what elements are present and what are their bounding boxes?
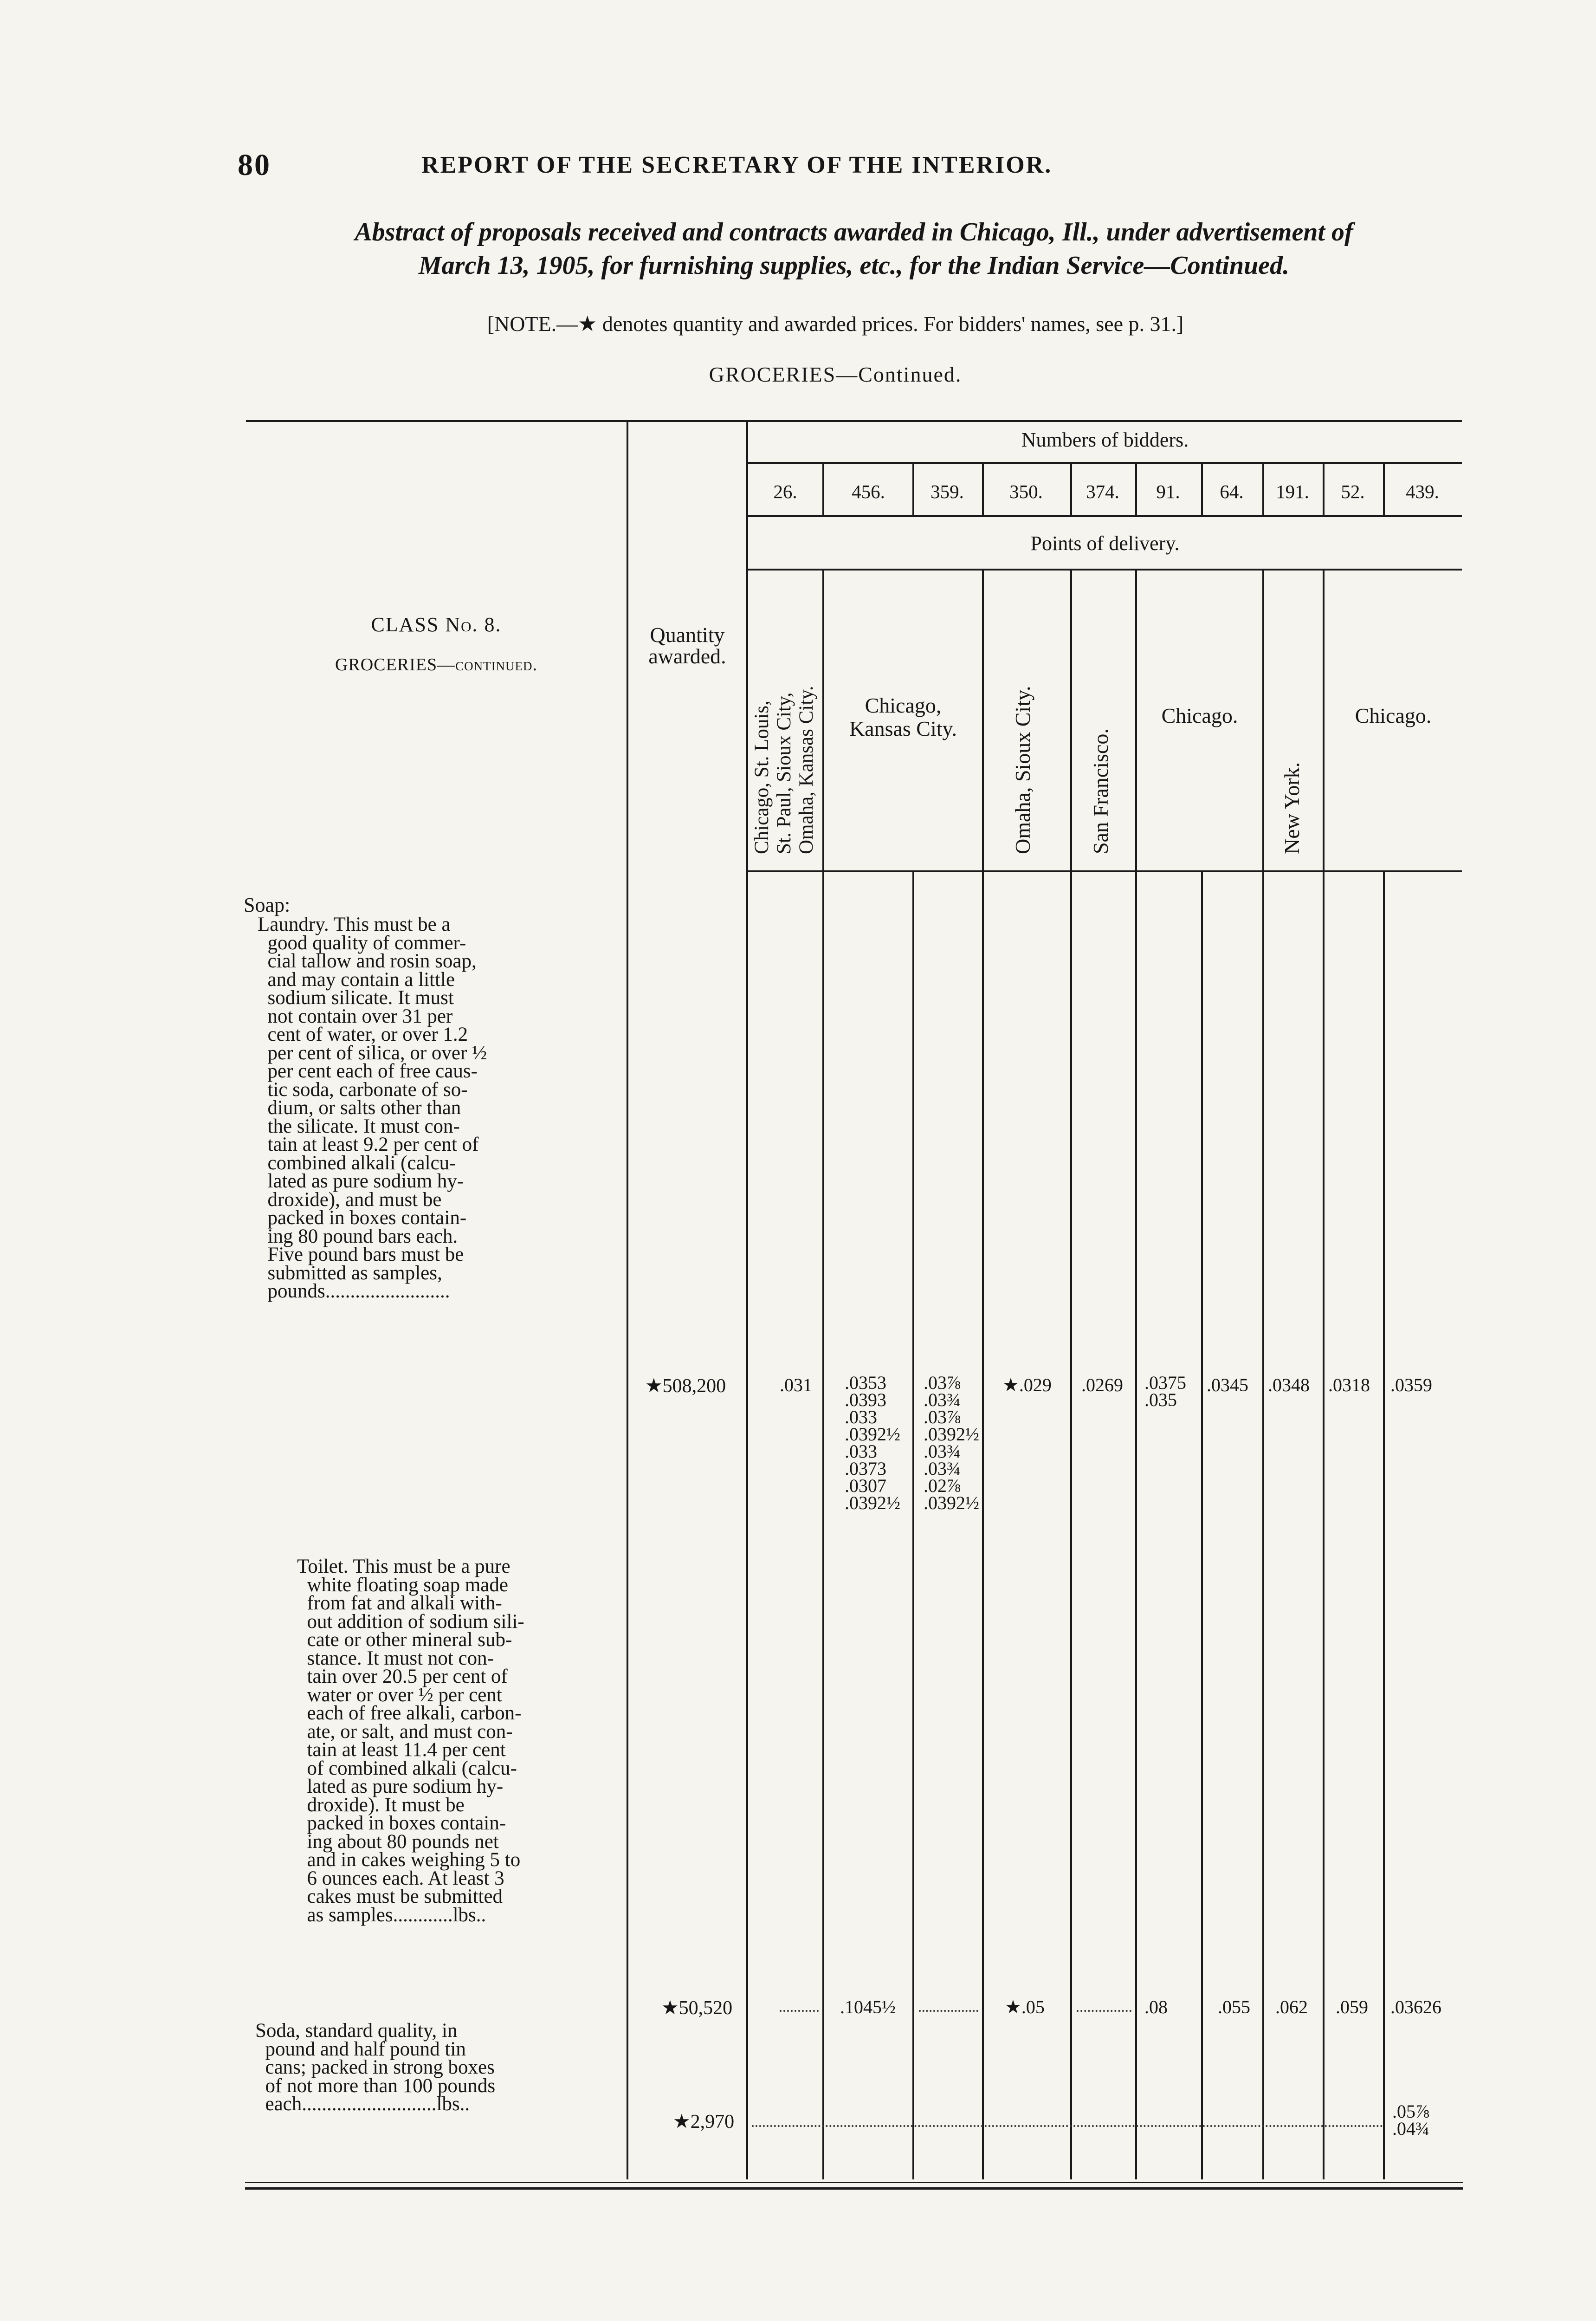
bidder-number: 439. [1406, 481, 1439, 502]
soda-description: Soda, standard quality, in pound and half pound tin cans; packed in strong boxes of not more than 100 pounds each...........................lbs.. [255, 2020, 496, 2115]
quantity-header-line: awarded. [648, 644, 726, 668]
table-bottom-rule-heavy [245, 2187, 1463, 2190]
col-sep [1323, 569, 1325, 2179]
subcol-sep [1201, 870, 1203, 2179]
leader-dots [1077, 2010, 1131, 2012]
price-cell: .0359 [1390, 1374, 1432, 1395]
bidder-sep [1262, 462, 1264, 515]
col-sep [1070, 569, 1072, 2179]
price-cell: .062 [1275, 1997, 1308, 2017]
bidder-sep [1070, 462, 1072, 515]
table-col-rule-stub [627, 420, 628, 2179]
price-cell: .055 [1218, 1997, 1250, 2017]
price-cell: .059 [1336, 1997, 1368, 2017]
delivery-rule-top [748, 569, 1462, 571]
numbers-of-bidders-label: Numbers of bidders. [1021, 428, 1189, 451]
price-cell: .05⅞ .04¾ [1392, 2101, 1429, 2139]
col-sep [982, 569, 984, 2179]
bidder-sep [1323, 462, 1325, 515]
price-cell: ★.029 [1002, 1374, 1052, 1395]
table-bottom-rule [245, 2182, 1463, 2183]
abstract-title-line1: Abstract of proposals received and contracts awarded in Chicago, Ill., under advertisement of [355, 218, 1353, 246]
subcol-sep [1383, 870, 1385, 2179]
subcol-sep [912, 870, 914, 2179]
leader-dots [919, 2010, 978, 2012]
laundry-quantity: ★508,200 [645, 1375, 726, 1397]
bidder-sep [1201, 462, 1203, 515]
soap-heading: Soap: [244, 894, 291, 916]
delivery-line: Kansas City. [849, 717, 957, 740]
abstract-title-line2: March 13, 1905, for furnishing supplies, etc., for the Indian Service—Continued. [418, 251, 1290, 280]
bidder-number: 456. [852, 481, 885, 502]
delivery-label-rotated: New York. [1280, 762, 1304, 854]
delivery-label-rotated: Omaha, Sioux City. [1011, 686, 1034, 854]
col-sep [1135, 569, 1137, 2179]
class-sub: GROCERIES—continued. [335, 655, 538, 674]
price-cell: .0353 .0393 .033 .0392½ .033 .0373 .0307 .0392½ [845, 1372, 900, 1513]
toilet-description: Toilet. This must be a pure white floating soap made from fat and alkali with- out addition of sodium sili- cate or other mineral sub- stance. It must not con- tain over 20.5 per cent of water or over ½ per cent each of free alkali, carbon- ate, or salt, and must con- tain at least 11.4 per cent of combined alkali (calcu- lated as pure sodium hy- droxide). It must be packed in boxes contain- ing about 80 pounds net and in cakes weighing 5 to 6 ounces each. At least 3 cakes must be submitted as samples............lbs.. [297, 1556, 524, 1926]
delivery-line: Chicago, St. Louis, [751, 700, 773, 854]
toilet-quantity: ★50,520 [661, 1997, 733, 2019]
quantity-header [628, 624, 746, 667]
bidder-number: 91. [1156, 481, 1180, 502]
price-cell: .0375 .035 [1144, 1372, 1186, 1410]
delivery-line: St. Paul, Sioux City, [773, 692, 795, 854]
bidders-rule-bottom [748, 515, 1462, 517]
bidder-number: 26. [773, 481, 797, 502]
delivery-label-rotated: San Francisco. [1089, 728, 1112, 854]
bidder-sep [982, 462, 984, 515]
points-of-delivery-label: Points of delivery. [1030, 532, 1180, 555]
table-top-rule [246, 420, 1462, 422]
delivery-rule-bottom [748, 870, 1462, 872]
running-title: REPORT OF THE SECRETARY OF THE INTERIOR. [421, 152, 1053, 178]
price-cell: .031 [780, 1374, 812, 1395]
delivery-label-rotated [751, 686, 818, 854]
table-col-rule-qty [746, 420, 748, 2179]
quantity-header-line: Quantity [650, 623, 725, 647]
bidder-sep [822, 462, 824, 515]
price-cell: ★.05 [1005, 1997, 1045, 2017]
leader-dots [752, 2125, 1383, 2127]
delivery-label: Chicago. [1161, 704, 1238, 727]
bidder-number: 52. [1341, 481, 1365, 502]
note: [NOTE.—★ denotes quantity and awarded prices. For bidders' names, see p. 31.] [487, 312, 1184, 336]
price-cell: .03626 [1390, 1997, 1441, 2017]
leader-dots [780, 2010, 819, 2012]
price-cell: .0348 [1268, 1374, 1310, 1395]
delivery-label: Chicago. [1355, 704, 1432, 727]
col-sep [1262, 569, 1264, 2179]
section-heading: GROCERIES—Continued. [709, 363, 962, 386]
delivery-label [824, 694, 982, 740]
delivery-line: Omaha, Kansas City. [795, 686, 817, 854]
col-sep [822, 569, 824, 2179]
price-cell: .0345 [1207, 1374, 1248, 1395]
price-cell: .1045½ [840, 1997, 896, 2017]
bidder-sep [912, 462, 914, 515]
delivery-line: Chicago, [865, 694, 942, 717]
bidder-number: 359. [930, 481, 964, 502]
price-cell: .08 [1144, 1997, 1168, 2017]
price-cell: .03⅞ .03¾ .03⅞ .0392½ .03¾ .03¾ .02⅞ .0392½ [924, 1372, 979, 1513]
bidder-sep [1135, 462, 1137, 515]
class-label: CLASS No. 8. [371, 613, 502, 636]
soda-quantity: ★2,970 [673, 2111, 735, 2133]
bidder-number: 191. [1276, 481, 1309, 502]
price-cell: .0318 [1328, 1374, 1370, 1395]
bidders-rule-top [748, 462, 1462, 464]
bidder-sep [1383, 462, 1385, 515]
price-cell: .0269 [1081, 1374, 1123, 1395]
laundry-description: Laundry. This must be a good quality of commer- cial tallow and rosin soap, and may contain a little sodium silicate. It must not contain over 31 per cent of water, or over 1.2 per cent of silica, or over ½ per cent each of free caus- tic soda, carbonate of so- dium, or salts other than the silicate. It must con- tain at least 9.2 per cent of combined alkali (calcu- lated as pure sodium hy- droxide), and must be packed in boxes contain- ing 80 pound bars each. Five pound bars must be submitted as samples, pounds......................... [258, 914, 487, 1302]
bidder-number: 374. [1086, 481, 1119, 502]
bidder-number: 64. [1220, 481, 1244, 502]
bidder-number: 350. [1009, 481, 1043, 502]
page-number: 80 [238, 148, 271, 182]
